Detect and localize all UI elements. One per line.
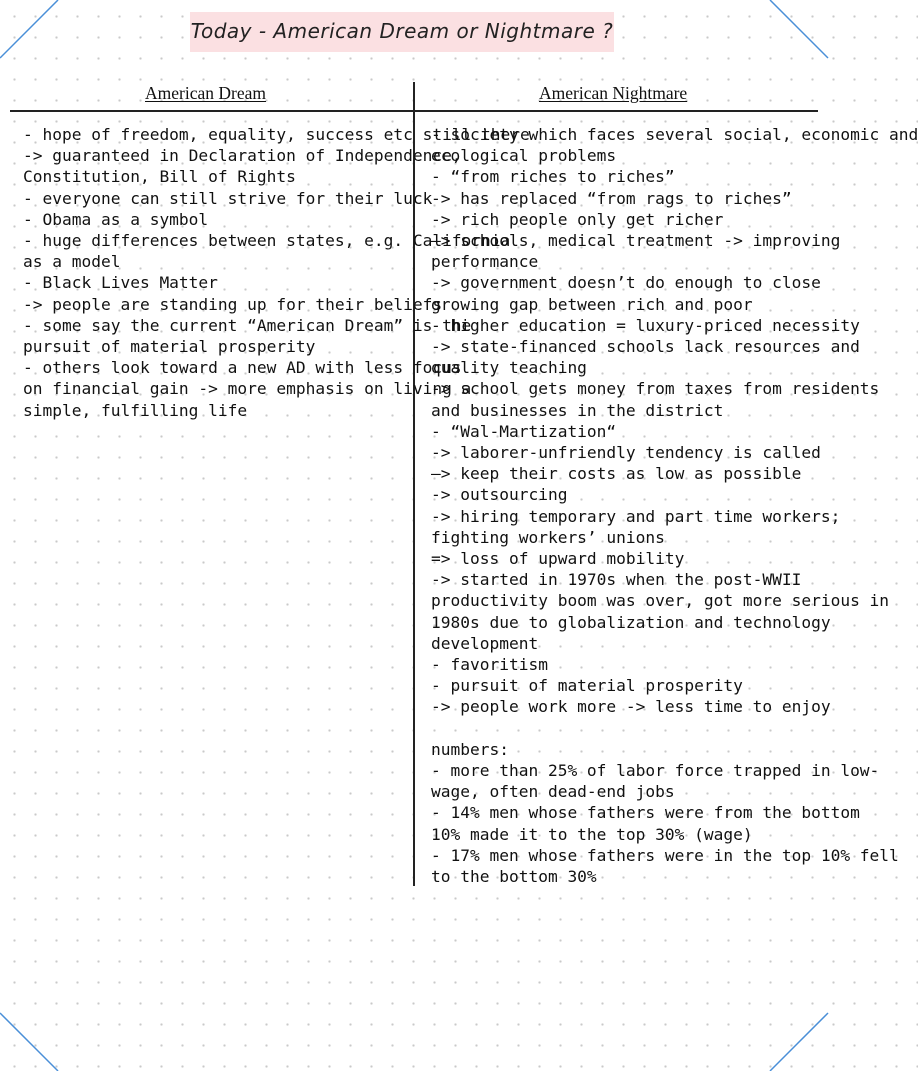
title-highlight	[190, 12, 614, 52]
note-line: -> has replaced “from rags to riches”	[431, 188, 792, 208]
note-line: -> hiring temporary and part time workers;	[431, 506, 841, 526]
note-line: - everyone can still strive for their luck	[23, 188, 433, 208]
note-line: -> rich people only get richer	[431, 209, 724, 229]
note-line: -> outsourcing	[431, 485, 568, 505]
note-line: —> keep their costs as low as possible	[431, 464, 802, 484]
note-line: -> government doesn’t do enough to close	[431, 273, 821, 293]
corner-line-bottom-right	[758, 1001, 828, 1071]
note-line: - favoritism	[431, 655, 548, 675]
note-line: - Black Lives Matter	[23, 273, 218, 293]
note-line: - “from riches to riches”	[431, 167, 675, 187]
note-line: - higher education = luxury-priced necessity	[431, 315, 860, 335]
note-line: ecological problems	[431, 146, 617, 166]
note-line: Constitution, Bill of Rights	[23, 167, 296, 187]
note-line: -> started in 1970s when the post-WWII	[431, 570, 802, 590]
note-line: development	[431, 633, 539, 653]
note-line: simple, fulfilling life	[23, 400, 248, 420]
note-line: - some say the current “American Dream” is the	[23, 315, 472, 335]
note-line: -> people work more -> less time to enjoy	[431, 697, 831, 717]
note-line: -> guaranteed in Declaration of Independence,	[23, 146, 462, 166]
heading-american-nightmare: American Nightmare	[539, 83, 688, 103]
note-line: - society which faces several social, economic and	[431, 125, 918, 144]
note-line: - 14% men whose fathers were from the bottom	[431, 803, 860, 823]
note-line: - pursuit of material prosperity	[431, 676, 743, 696]
page-title: Today - American Dream or Nightmare ?	[190, 19, 614, 43]
note-line: -> laborer-unfriendly tendency is called	[431, 443, 821, 463]
corner-line-top-left	[0, 0, 70, 70]
note-line: 10% made it to the top 30% (wage)	[431, 824, 753, 844]
note-line: - “Wal-Martization“	[431, 421, 617, 441]
note-line: —> schools, medical treatment -> improving	[431, 231, 841, 251]
note-line: pursuit of material prosperity	[23, 337, 316, 357]
note-line: -> people are standing up for their beliefs	[23, 294, 443, 314]
note-line: - hope of freedom, equality, success etc still there	[23, 125, 530, 144]
corner-line-top-right	[758, 0, 828, 70]
note-line: - more than 25% of labor force trapped in low-	[431, 761, 880, 781]
american-nightmare-notes	[431, 124, 918, 887]
corner-line-bottom-left	[0, 1001, 70, 1071]
note-line	[431, 718, 918, 739]
note-line: as a model	[23, 252, 121, 272]
note-line: growing gap between rich and poor	[431, 294, 753, 314]
note-line: -> school gets money from taxes from residents	[431, 379, 880, 399]
note-line: - others look toward a new AD with less focus	[23, 358, 462, 378]
note-line: numbers:	[431, 739, 509, 759]
note-line: to the bottom 30%	[431, 867, 597, 887]
note-line: wage, often dead-end jobs	[431, 782, 675, 802]
note-line: performance	[431, 252, 539, 272]
note-line: => loss of upward mobility	[431, 549, 685, 569]
note-line: - Obama as a symbol	[23, 209, 209, 229]
note-line: quality teaching	[431, 358, 587, 378]
note-line: - 17% men whose fathers were in the top 10% fell	[431, 845, 899, 865]
note-line: - huge differences between states, e.g. California	[23, 231, 511, 251]
note-line: fighting workers’ unions	[431, 527, 665, 547]
note-line: -> state-financed schools lack resources and	[431, 337, 860, 357]
note-line: productivity boom was over, got more serious in	[431, 591, 890, 611]
note-line: and businesses in the district	[431, 400, 724, 420]
heading-american-dream: American Dream	[145, 83, 266, 103]
note-line: 1980s due to globalization and technology	[431, 612, 831, 632]
note-line: on financial gain -> more emphasis on living a	[23, 379, 472, 399]
